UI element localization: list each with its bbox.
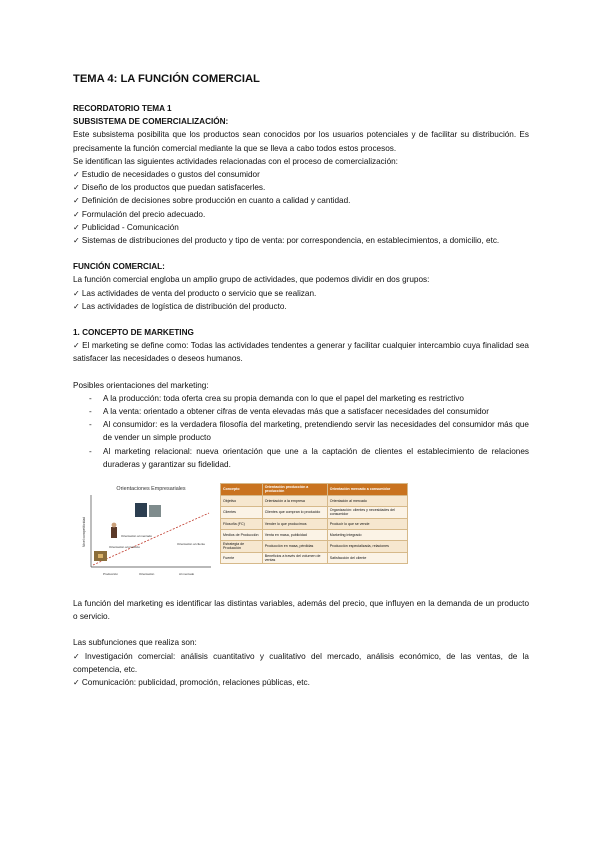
customer-image-2	[149, 505, 161, 517]
activity-item: ✓ Diseño de los productos que puedan satisfacerles.	[73, 181, 529, 194]
y-axis-label: Nivel competitividad	[82, 516, 86, 548]
orientaciones-section	[73, 379, 529, 471]
sales-figure-head	[112, 523, 117, 528]
orientacion-item: - A la producción: toda oferta crea su propia demanda con lo que el papel del marketing es restrictivo	[89, 392, 529, 405]
table-cell: Orientación a la empresa	[262, 495, 327, 506]
orientaciones-figure	[73, 481, 529, 581]
subsystem-paragraph: Este subsistema posibilita que los productos sean conocidos por los usuarios potenciales y de facilitar su distribución. Es precisamente la función comercial mediante la que se lleva a cabo todos estos procesos.	[73, 130, 529, 153]
table-cell: Organización: clientes y necesidades del consumidor	[327, 506, 407, 518]
concepto-section	[73, 326, 529, 366]
table-row	[221, 529, 408, 540]
activities-intro: Se identifican las siguientes actividades relacionadas con el proceso de comercialización:	[73, 156, 398, 166]
orientaciones-table	[220, 483, 408, 564]
label-producto: Orientación al producto	[109, 545, 141, 550]
funcion-heading: FUNCIÓN COMERCIAL:	[73, 262, 165, 272]
table-cell: Medios de Producción	[221, 529, 263, 540]
table-cell: Clientes que compran lo producido	[262, 506, 327, 518]
chart-title: Orientaciones Empresariales	[116, 486, 186, 493]
table-cell: Satisfacción del cliente	[327, 552, 407, 564]
table-cell: Beneficios a través del volumen de ventas	[262, 552, 327, 564]
x-label: Al mercado	[179, 572, 195, 577]
x-label: Producción	[103, 572, 119, 577]
activity-item: ✓ Estudio de necesidades o gustos del consumidor	[73, 168, 529, 181]
x-label: Orientación	[139, 572, 155, 577]
orientaciones-heading: Posibles orientaciones del marketing:	[73, 380, 209, 390]
table-row	[221, 495, 408, 506]
table-row	[221, 540, 408, 552]
subsystem-heading: SUBSISTEMA DE COMERCIALIZACIÓN:	[73, 117, 229, 127]
table-row	[221, 506, 408, 518]
table-cell: Producción en masa, pérdidas	[262, 540, 327, 552]
label-cliente: Orientación al cliente	[177, 542, 206, 547]
orientacion-item: - A la venta: orientado a obtener cifras de venta elevadas más que a satisfacer necesidades del consumidor	[89, 405, 529, 418]
table-header-row	[221, 484, 408, 496]
table-header-cell: Orientación producción a producción	[262, 484, 327, 496]
orientacion-item: - Al consumidor: es la verdadera filosofía del marketing, pretendiendo servir las necesidades del consumidor más que de vender un simple producto	[89, 418, 529, 444]
concepto-heading: 1. CONCEPTO DE MARKETING	[73, 328, 194, 338]
table-cell: Fuente	[221, 552, 263, 564]
orientacion-item: - Al marketing relacional: nueva orientación que une a la captación de clientes el establecimiento de relaciones duraderas y garantizar su fidelidad.	[89, 445, 529, 471]
sales-figure-image	[111, 527, 117, 538]
table-cell: Objetivo	[221, 495, 263, 506]
subfuncion-item: ✓ Comunicación: publicidad, promoción, relaciones públicas, etc.	[73, 676, 529, 689]
table-cell: Vender lo que producimos	[262, 518, 327, 529]
table-cell: Clientes	[221, 506, 263, 518]
table-cell: Producción especializada, relaciones	[327, 540, 407, 552]
orientaciones-table-wrapper	[220, 483, 408, 579]
funcion-item: ✓ Las actividades de venta del producto o servicio que se realizan.	[73, 287, 529, 300]
orientaciones-chart	[77, 481, 217, 581]
subfuncion-item: ✓ Investigación comercial: análisis cuantitativo y cualitativo del mercado, análisis económico, de las ventas, de la competencia, etc.	[73, 650, 529, 676]
recap-section	[73, 102, 529, 247]
production-image-detail	[98, 554, 103, 558]
funcion-intro: La función comercial engloba un amplio grupo de actividades, que podemos dividir en dos grupos:	[73, 275, 430, 285]
trend-line	[93, 513, 209, 565]
activity-item: ✓ Formulación del precio adecuado.	[73, 208, 529, 221]
table-header-cell: Concepto	[221, 484, 263, 496]
funcion-marketing-paragraph: La función del marketing es identificar las distintas variables, además del precio, que influyen en la demanda de un producto o servicio.	[73, 599, 529, 622]
table-cell: Filosofía (FC)	[221, 518, 263, 529]
table-row	[221, 552, 408, 564]
label-mercado: Orientación al mercado	[121, 534, 153, 539]
table-cell: Marketing integrado	[327, 529, 407, 540]
table-row	[221, 518, 408, 529]
activity-item: ✓ Definición de decisiones sobre producción en cuanto a calidad y cantidad.	[73, 194, 529, 207]
subfunciones-section	[73, 636, 529, 689]
table-cell: Orientación al mercado	[327, 495, 407, 506]
table-cell: Producir lo que se vende	[327, 518, 407, 529]
document-title: TEMA 4: LA FUNCIÓN COMERCIAL	[73, 73, 260, 85]
table-header-cell: Orientación mercado a consumidor	[327, 484, 407, 496]
recap-heading: RECORDATORIO TEMA 1	[73, 104, 172, 113]
customer-image	[135, 503, 147, 517]
subfunciones-heading: Las subfunciones que realiza son:	[73, 638, 197, 648]
table-cell: Estrategia de Producción	[221, 540, 263, 552]
marketing-definition: ✓ El marketing se define como: Todas las actividades tendentes a generar y facilitar cualquier intercambio cuya finalidad sea satisfacer las necesidades o deseos humanos.	[73, 339, 529, 365]
table-cell: Venta en masa, publicidad	[262, 529, 327, 540]
document-content	[73, 72, 529, 689]
funcion-comercial-section	[73, 260, 529, 313]
funcion-item: ✓ Las actividades de logística de distribución del producto.	[73, 300, 529, 313]
activity-item: ✓ Publicidad - Comunicación	[73, 221, 529, 234]
orientaciones-list	[73, 392, 529, 471]
activity-item: ✓ Sistemas de distribuciones del producto y tipo de venta: por correspondencia, en establecimientos, a domicilio, etc.	[73, 234, 529, 247]
